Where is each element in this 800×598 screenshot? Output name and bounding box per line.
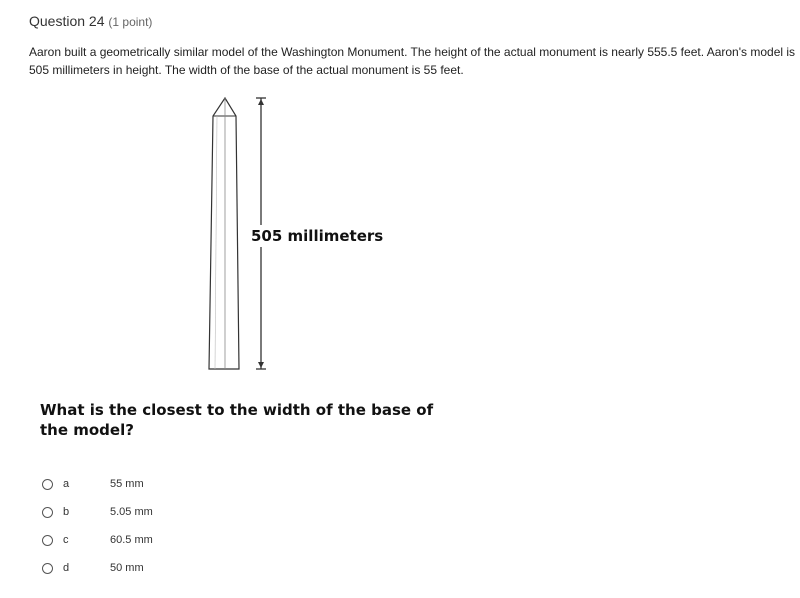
option-b-text: 5.05 mm xyxy=(110,506,153,518)
option-c-text: 60.5 mm xyxy=(110,534,153,546)
dimension-arrow-bottom xyxy=(258,362,264,368)
radio-b[interactable] xyxy=(42,507,53,518)
option-b-letter: b xyxy=(63,506,70,518)
option-c-letter: c xyxy=(63,534,69,546)
monument-figure xyxy=(195,92,415,377)
radio-c[interactable] xyxy=(42,535,53,546)
option-a-letter: a xyxy=(63,478,70,490)
dimension-arrow-top xyxy=(258,99,264,105)
question-header xyxy=(29,13,152,29)
radio-a[interactable] xyxy=(42,479,53,490)
option-b[interactable] xyxy=(42,498,153,526)
option-a-text: 55 mm xyxy=(110,478,144,490)
answer-options xyxy=(42,470,153,582)
monument-outline xyxy=(209,98,239,369)
dimension-label: 505 millimeters xyxy=(251,227,384,245)
question-title: Question 24 xyxy=(29,13,105,29)
question-prompt: What is the closest to the width of the base of the model? xyxy=(40,401,434,439)
option-c[interactable] xyxy=(42,526,153,554)
option-d-letter: d xyxy=(63,562,70,574)
option-d-text: 50 mm xyxy=(110,562,144,574)
question-text: Aaron built a geometrically similar model of the Washington Monument. The height of the actual monument is nearly 555.5 feet. Aaron's model is 505 millimeters in height. The width of the base of the actual monument is 55 feet. xyxy=(29,45,796,77)
question-points: (1 point) xyxy=(108,15,153,29)
option-a[interactable] xyxy=(42,470,153,498)
option-d[interactable] xyxy=(42,554,153,582)
radio-d[interactable] xyxy=(42,563,53,574)
